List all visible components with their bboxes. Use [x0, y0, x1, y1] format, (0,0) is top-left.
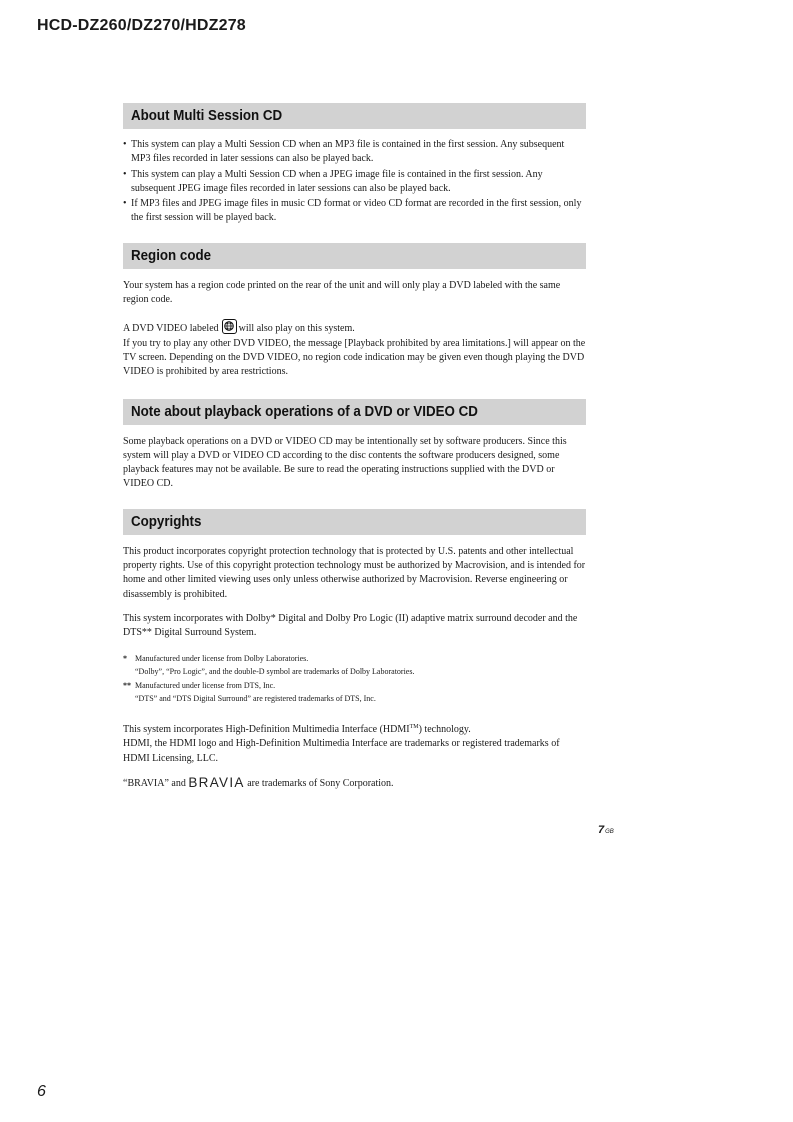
copyrights-paragraph-2: This system incorporates with Dolby* Digital and Dolby Pro Logic (II) adaptive matrix surround decoder and the DTS** Digital Surround System. — [123, 612, 578, 639]
multi-session-bullet: • This system can play a Multi Session CD when an MP3 file is contained in the first session. Any subsequent MP3 files recorded in later sessions can also be played back. — [123, 138, 586, 167]
dts-note — [123, 679, 586, 706]
bravia-paragraph-after: are trademarks of Sony Corporation. — [247, 777, 394, 789]
dolby-note-mark: * — [123, 653, 127, 663]
section-heading-playback-operations: Note about playback operations of a DVD or VIDEO CD — [123, 399, 586, 425]
dts-note-line-2: “DTS” and “DTS Digital Surround” are registered trademarks of DTS, Inc. — [135, 694, 376, 704]
hdmi-paragraph-start: This system incorporates High-Definition Multimedia Interface (HDMI — [123, 723, 410, 735]
region-paragraph-3: If you try to play any other DVD VIDEO, the message [Playback prohibited by area limitations.] will appear on the TV screen. Depending on the DVD VIDEO, no region code indication may be given even though playing the DVD VIDEO is prohibited by area restrictions. — [123, 337, 586, 378]
hdmi-paragraph-end: ) technology. — [418, 723, 471, 735]
model-header: HCD-DZ260/DZ270/HDZ278 — [37, 17, 246, 34]
bravia-logo: BRAVIA — [188, 774, 245, 790]
hdmi-trademark-sup: TM — [409, 723, 419, 730]
dolby-note-line-2: “Dolby”, “Pro Logic”, and the double-D symbol are trademarks of Dolby Laboratories. — [135, 667, 415, 677]
region-all-globe-icon — [222, 319, 237, 334]
dts-note-mark: ** — [123, 680, 131, 690]
dolby-note-line-1: Manufactured under license from Dolby Laboratories. — [135, 653, 309, 663]
section-heading-copyrights: Copyrights — [123, 509, 586, 535]
page-number-right — [598, 824, 614, 836]
region-paragraph-2-after: will also play on this system. — [238, 323, 355, 335]
region-paragraph-2 — [123, 319, 586, 336]
region-paragraph-2-before: A DVD VIDEO labeled — [123, 323, 219, 335]
bravia-paragraph-before: “BRAVIA” and — [123, 777, 186, 789]
trademark-notes — [123, 652, 586, 706]
section-heading-region-code: Region code — [123, 243, 586, 269]
dts-note-line-1: Manufactured under license from DTS, Inc. — [135, 680, 276, 690]
playback-paragraph: Some playback operations on a DVD or VIDEO CD may be intentionally set by software producers. Since this system will play a DVD or VIDEO CD according to the disc contents the software producers designed, some playback features may not be available. Be sure to read the operating instructions supplied with the DVD or VIDEO CD. — [123, 435, 567, 490]
bravia-paragraph — [123, 776, 586, 791]
multi-session-bullet: • This system can play a Multi Session CD when a JPEG image file is contained in the first session. Any subsequent JPEG image files recorded in later sessions can also be played back. — [123, 168, 586, 197]
section-heading-multi-session: About Multi Session CD — [123, 103, 586, 129]
page-number-right-value: 7 — [598, 824, 605, 836]
page-number-left: 6 — [37, 1083, 46, 1100]
region-paragraph-1: Your system has a region code printed on the rear of the unit and will only play a DVD labeled with the same region code. — [123, 279, 561, 306]
dolby-note — [123, 652, 586, 679]
hdmi-paragraph-line-2: HDMI, the HDMI logo and High-Definition Multimedia Interface are trademarks or registered trademarks of HDMI Licensing, LLC. — [123, 738, 560, 764]
multi-session-bullet-list — [123, 138, 586, 226]
hdmi-paragraph — [123, 720, 586, 766]
copyrights-paragraph-1: This product incorporates copyright protection technology that is protected by U.S. patents and other intellectual property rights. Use of this copyright protection technology must be authorized by Macrovision, and is intended for home and other limited viewing uses only unless otherwise authorized by Macrovision. Reverse engineering or disassembly is prohibited. — [123, 545, 586, 600]
page-content — [123, 103, 586, 791]
page-number-right-suffix: GB — [605, 829, 614, 835]
multi-session-bullet: • If MP3 files and JPEG image files in music CD format or video CD format are recorded in the first session, only the first session will be played back. — [123, 197, 586, 226]
